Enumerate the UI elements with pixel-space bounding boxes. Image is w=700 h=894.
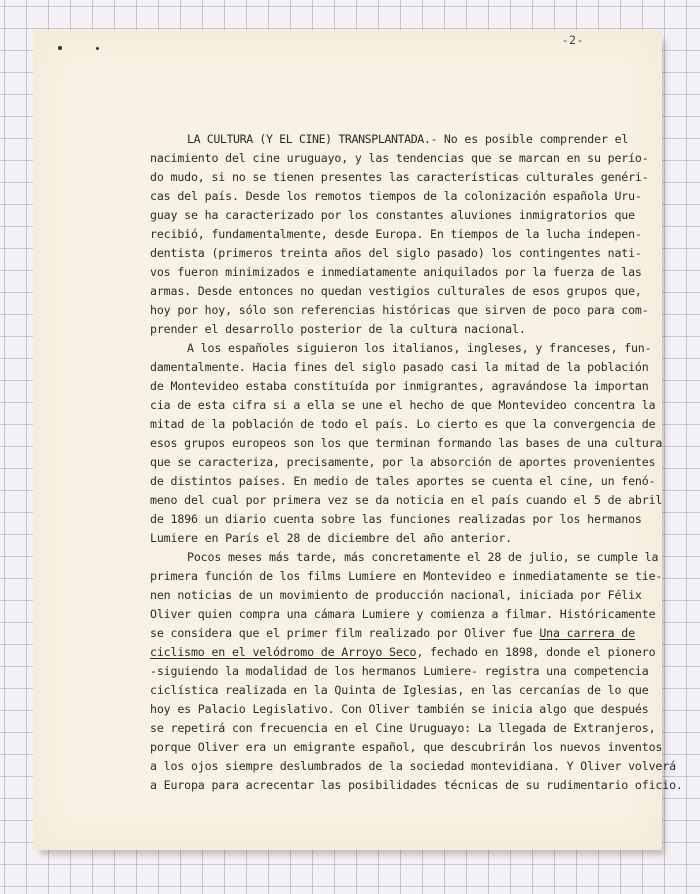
text-line: do mudo, si no se tienen presentes las características culturales genéri-: [150, 170, 649, 184]
text-line: cas del país. Desde los remotos tiempos de la colonización española Uru-: [150, 189, 642, 203]
punch-mark: [58, 46, 62, 50]
text-line: que se caracteriza, precisamente, por la absorción de aportes provenientes: [150, 455, 656, 469]
typewritten-page: [33, 30, 683, 850]
text-line: a Europa para acrecentar las posibilidades técnicas de su rudimentario oficio.: [150, 778, 683, 792]
text-line: ciclismo en el velódromo de Arroyo Seco, fechado en 1898, donde el pionero: [150, 645, 656, 659]
text-line: se repetirá con frecuencia en el Cine Uruguayo: La llegada de Extranjeros,: [150, 721, 656, 735]
film-title-underlined: Una carrera de: [539, 626, 635, 640]
text-line: nen noticias de un movimiento de producción nacional, iniciada por Félix: [150, 588, 642, 602]
text-line: vos fueron minimizados e inmediatamente aniquilados por la fuerza de las: [150, 265, 642, 279]
text-line: hoy es Palacio Legislativo. Con Oliver también se inicia algo que después: [150, 702, 649, 716]
page-number: -2-: [561, 33, 584, 47]
text-line: porque Oliver era un emigrante español, que descubrirán los nuevos inventos: [150, 740, 663, 754]
text-line: nacimiento del cine uruguayo, y las tendencias que se marcan en su perío-: [150, 151, 649, 165]
text-line: dentista (primeros treinta años del siglo pasado) los contingentes nati-: [150, 246, 642, 260]
text-line: a los ojos siempre deslumbrados de la sociedad montevidiana. Y Oliver volverá: [150, 759, 676, 773]
text-line: mitad de la población de todo el país. Lo cierto es que la convergencia de: [150, 417, 656, 431]
text-line: de 1896 un diario cuenta sobre las funciones realizadas por los hermanos: [150, 512, 642, 526]
text-line: -siguiendo la modalidad de los hermanos Lumiere- registra una competencia: [150, 664, 649, 678]
punch-mark: [96, 47, 99, 50]
text-line: Pocos meses más tarde, más concretamente el 28 de julio, se cumple la: [187, 550, 659, 564]
text-line: esos grupos europeos son los que terminan formando las bases de una cultura: [150, 436, 663, 450]
film-title-underlined: ciclismo en el velódromo de Arroyo Seco: [150, 645, 417, 659]
text-line: Oliver quien compra una cámara Lumiere y comienza a filmar. Históricamente: [150, 607, 656, 621]
text-line: LA CULTURA (Y EL CINE) TRANSPLANTADA.- No es posible comprender el: [187, 132, 629, 146]
text-line: de distintos países. En medio de tales aportes se cuenta el cine, un fenó-: [150, 474, 656, 488]
document-body: [150, 130, 683, 795]
section-title: LA CULTURA (Y EL CINE) TRANSPLANTADA.-: [187, 132, 438, 146]
text-line: damentalmente. Hacia fines del siglo pasado casi la mitad de la población: [150, 360, 649, 374]
text-line: primera función de los films Lumiere en Montevideo e inmediatamente se tie-: [150, 569, 663, 583]
text-line: Lumiere en París el 28 de diciembre del año anterior.: [150, 531, 512, 545]
text-line: meno del cual por primera vez se da noticia en el país cuando el 5 de abril: [150, 493, 663, 507]
text-line: A los españoles siguieron los italianos, ingleses, y franceses, fun-: [187, 341, 652, 355]
text-line: prender el desarrollo posterior de la cultura nacional.: [150, 322, 526, 336]
text-line: hoy por hoy, sólo son referencias históricas que sirven de poco para com-: [150, 303, 649, 317]
text-line: guay se ha caracterizado por los constantes aluviones inmigratorios que: [150, 208, 635, 222]
text-line: recibió, fundamentalmente, desde Europa. En tiempos de la lucha indepen-: [150, 227, 642, 241]
text-line: de Montevideo estaba constituída por inmigrantes, agravándose la importan: [150, 379, 649, 393]
text-line: ciclística realizada en la Quinta de Iglesias, en las cercanías de lo que: [150, 683, 649, 697]
text-line: cia de esta cifra si a ella se une el hecho de que Montevideo concentra la: [150, 398, 656, 412]
text-line: se considera que el primer film realizado por Oliver fue Una carrera de: [150, 626, 635, 640]
text-line: armas. Desde entonces no quedan vestigios culturales de esos grupos que,: [150, 284, 642, 298]
